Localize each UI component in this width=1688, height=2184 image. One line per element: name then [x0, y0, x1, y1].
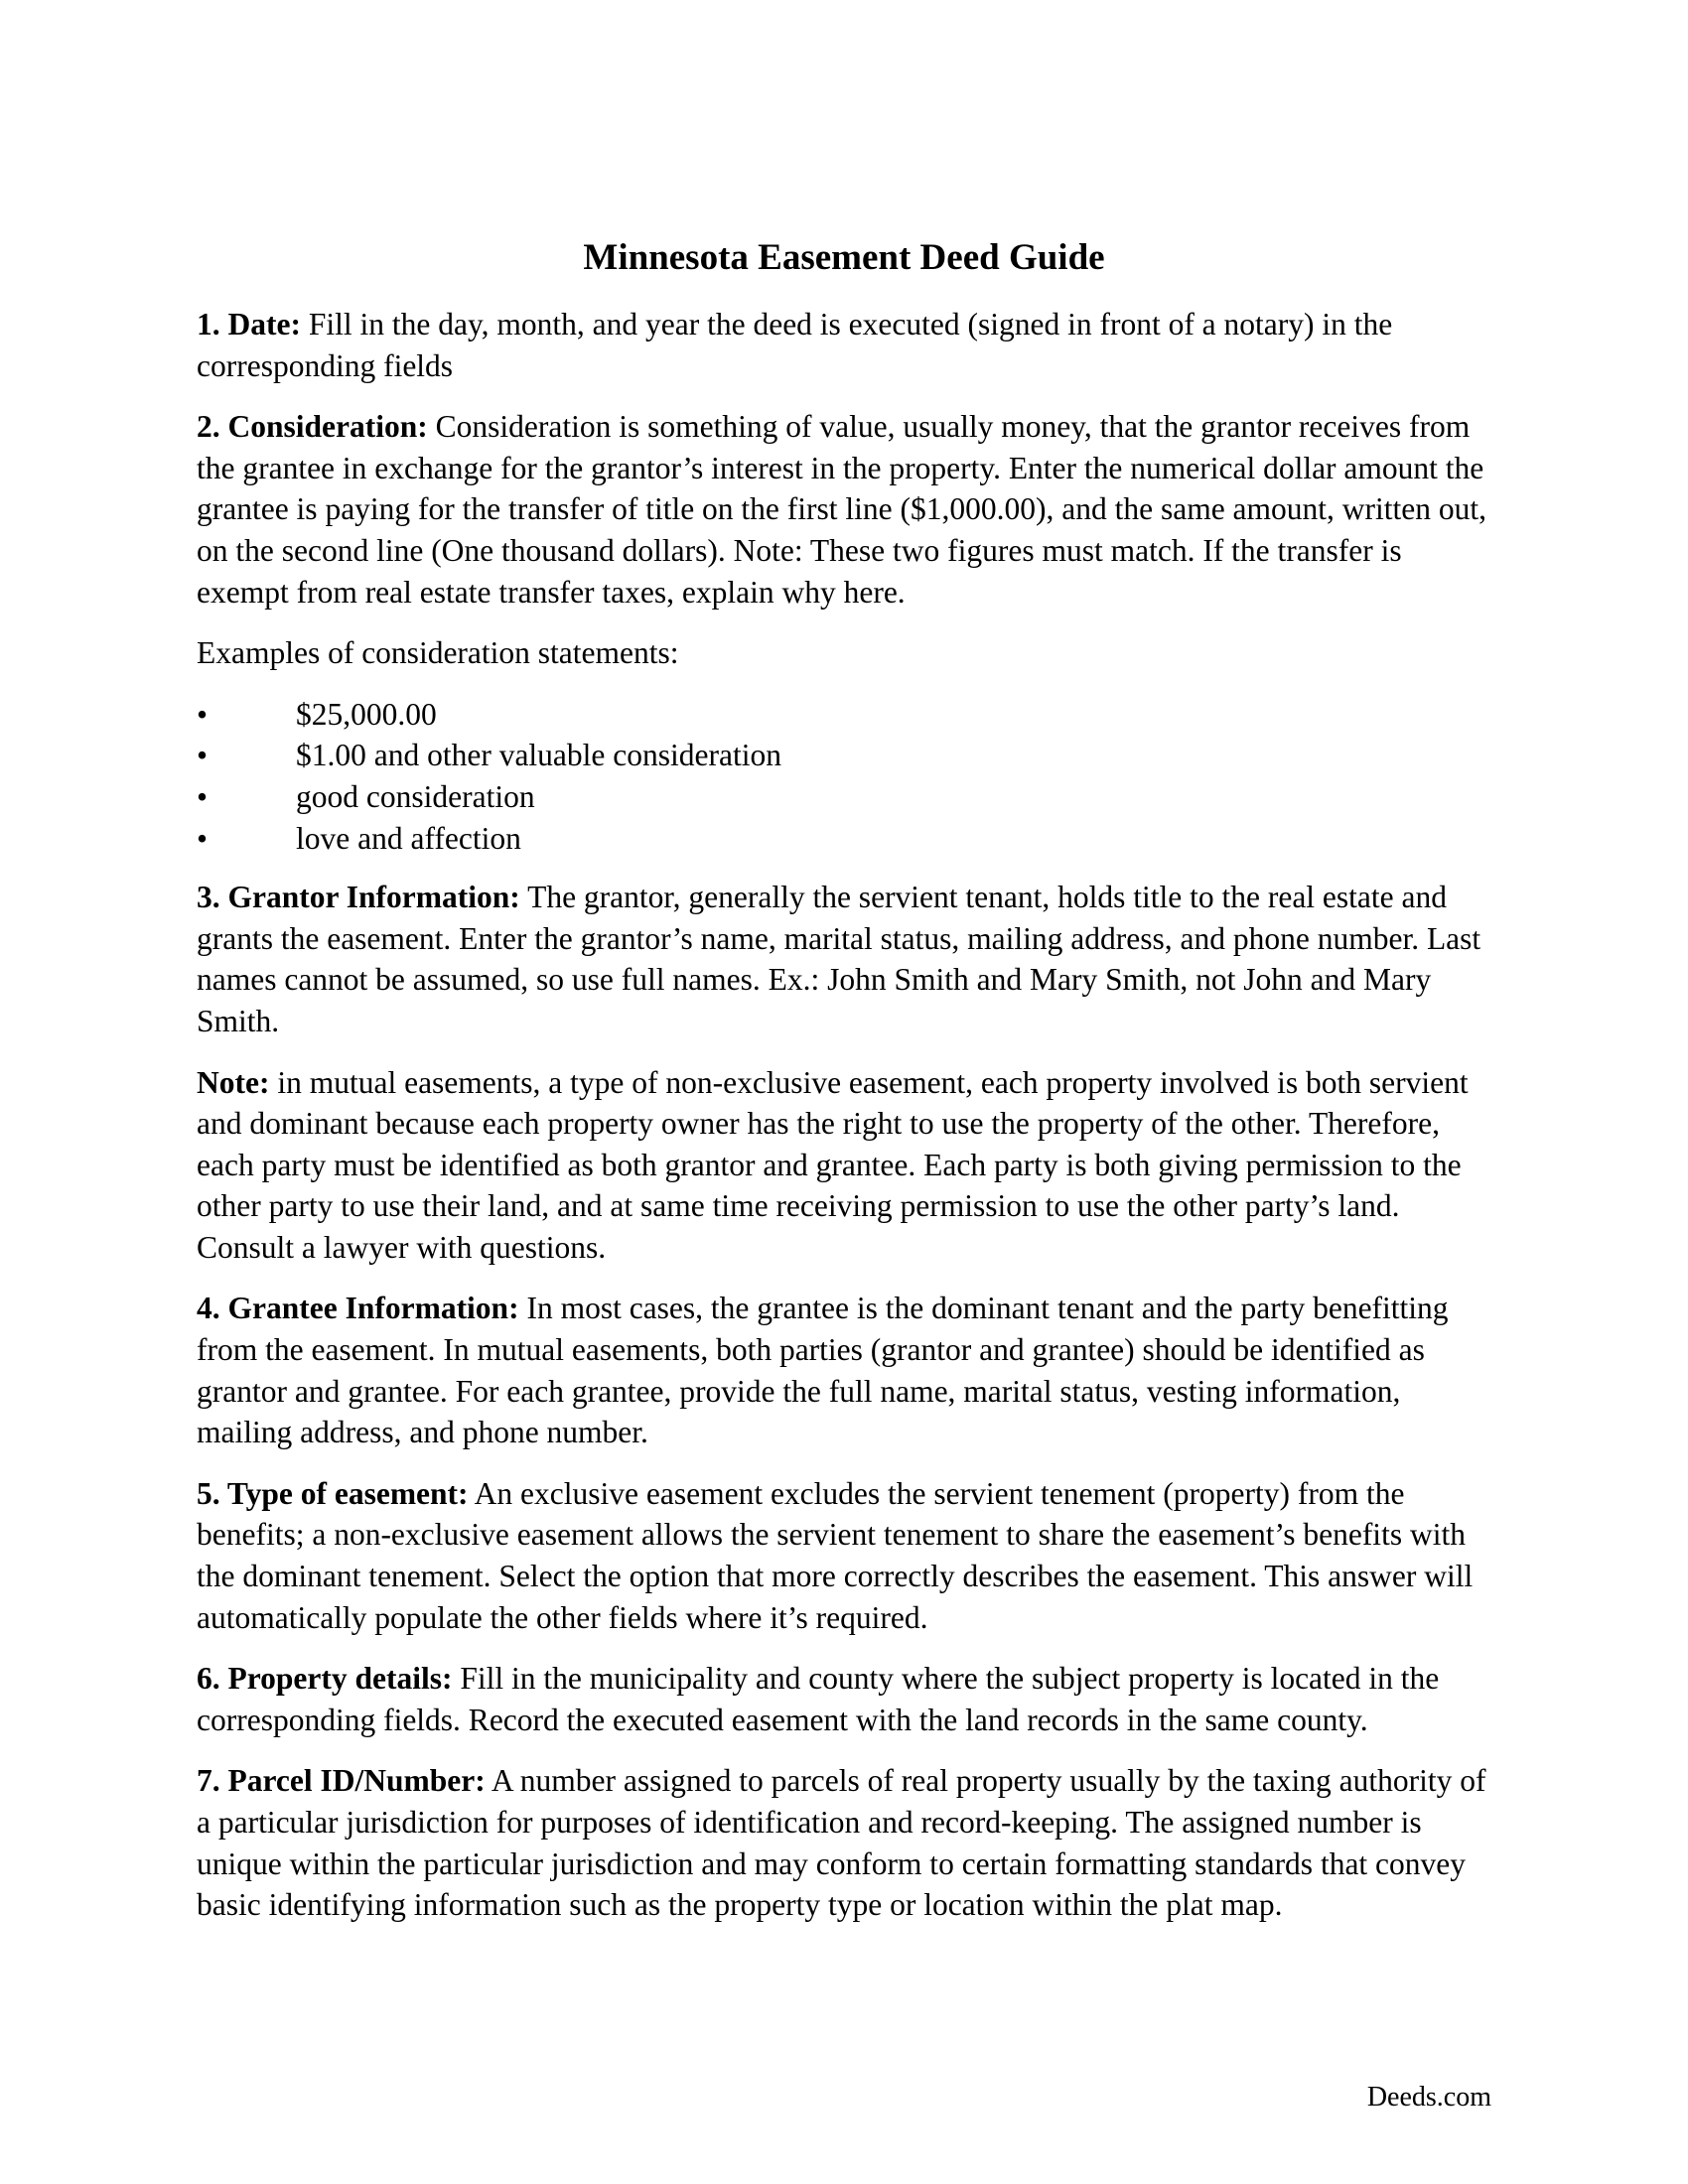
list-item — [197, 735, 1497, 776]
section-label: 7. Parcel ID/Number: — [197, 1763, 486, 1799]
examples-list — [197, 694, 1497, 859]
section-text: In most cases, the grantee is the dominant tenant and the party benefitting from the easement. In mutual easements, both parties (grantor and grantee) should be identified as grantor and grantee. For each grantee, provide the full name, marital status, vesting information, mailing address, and phone number. — [197, 1291, 1449, 1450]
bullet-icon: • — [197, 738, 209, 773]
section-property-details — [197, 1658, 1497, 1740]
bullet-icon: • — [197, 820, 209, 856]
section-grantee-information — [197, 1288, 1497, 1452]
footer-brand: Deeds.com — [1366, 2082, 1491, 2113]
section-label: 6. Property details: — [197, 1661, 453, 1697]
section-label: 3. Grantor Information: — [197, 880, 520, 915]
section-date — [197, 304, 1497, 386]
list-item — [197, 694, 1497, 736]
bullet-icon: • — [197, 778, 209, 814]
section-label: Note: — [197, 1064, 270, 1100]
section-text: Consideration is something of value, usually money, that the grantor receives from the grantee in exchange for the grantor’s interest in the property. Enter the numerical dollar amount the grantee is paying for the transfer of title on the first line ($1,000.00), and the same amount, written out, on the second line (One thousand dollars). Note: These two figures must match. If the transfer is exempt from real estate transfer taxes, explain why here. — [197, 409, 1487, 610]
page-title: Minnesota Easement Deed Guide — [583, 237, 1105, 278]
section-parcel-id — [197, 1760, 1497, 1925]
section-note — [197, 1062, 1497, 1269]
section-grantor-information — [197, 877, 1497, 1041]
section-label: 4. Grantee Information: — [197, 1291, 519, 1326]
list-item-text: good consideration — [296, 778, 535, 814]
bullet-icon: • — [197, 696, 209, 732]
section-text: in mutual easements, a type of non-exclusive easement, each property involved is both servient and dominant because each property owner has the right to use the property of the other. Therefore, each party must be identified as both grantor and grantee. Each party is both giving permission to the other party to use their land, and at same time receiving permission to use the other party’s land. Consult a lawyer with questions. — [197, 1064, 1469, 1265]
section-text: Fill in the municipality and county where the subject property is located in the corresponding fields. Record the executed easement with the land records in the same county. — [197, 1661, 1440, 1737]
list-item — [197, 776, 1497, 818]
section-text: An exclusive easement excludes the servient tenement (property) from the benefits; a non-exclusive easement allows the servient tenement to share the easement’s benefits with the dominant tenement. Select the option that more correctly describes the easement. This answer will automatically populate the other fields where it’s required. — [197, 1475, 1474, 1635]
section-text: The grantor, generally the servient tenant, holds title to the real estate and grants the easement. Enter the grantor’s name, marital status, mailing address, and phone number. Last names cannot be assumed, so use full names. Ex.: John Smith and Mary Smith, not John and Mary Smith. — [197, 880, 1481, 1038]
section-consideration — [197, 406, 1497, 613]
document-body — [197, 304, 1497, 1946]
section-label: 2. Consideration: — [197, 409, 428, 445]
section-text: Fill in the day, month, and year the deed is executed (signed in front of a notary) in the corresponding fields — [197, 307, 1393, 383]
section-type-of-easement — [197, 1473, 1497, 1638]
section-label: 1. Date: — [197, 307, 301, 341]
list-item — [197, 818, 1497, 860]
examples-label: Examples of consideration statements: — [197, 635, 679, 671]
list-item-text: $1.00 and other valuable consideration — [296, 738, 781, 773]
list-item-text: $25,000.00 — [296, 696, 437, 732]
section-text: A number assigned to parcels of real property usually by the taxing authority of a particular jurisdiction for purposes of identification and record-keeping. The assigned number is unique within the particular jurisdiction and may conform to certain formatting standards that convey basic identifying information such as the property type or location within the plat map. — [197, 1763, 1486, 1923]
list-item-text: love and affection — [296, 820, 521, 856]
section-label: 5. Type of easement: — [197, 1475, 469, 1511]
